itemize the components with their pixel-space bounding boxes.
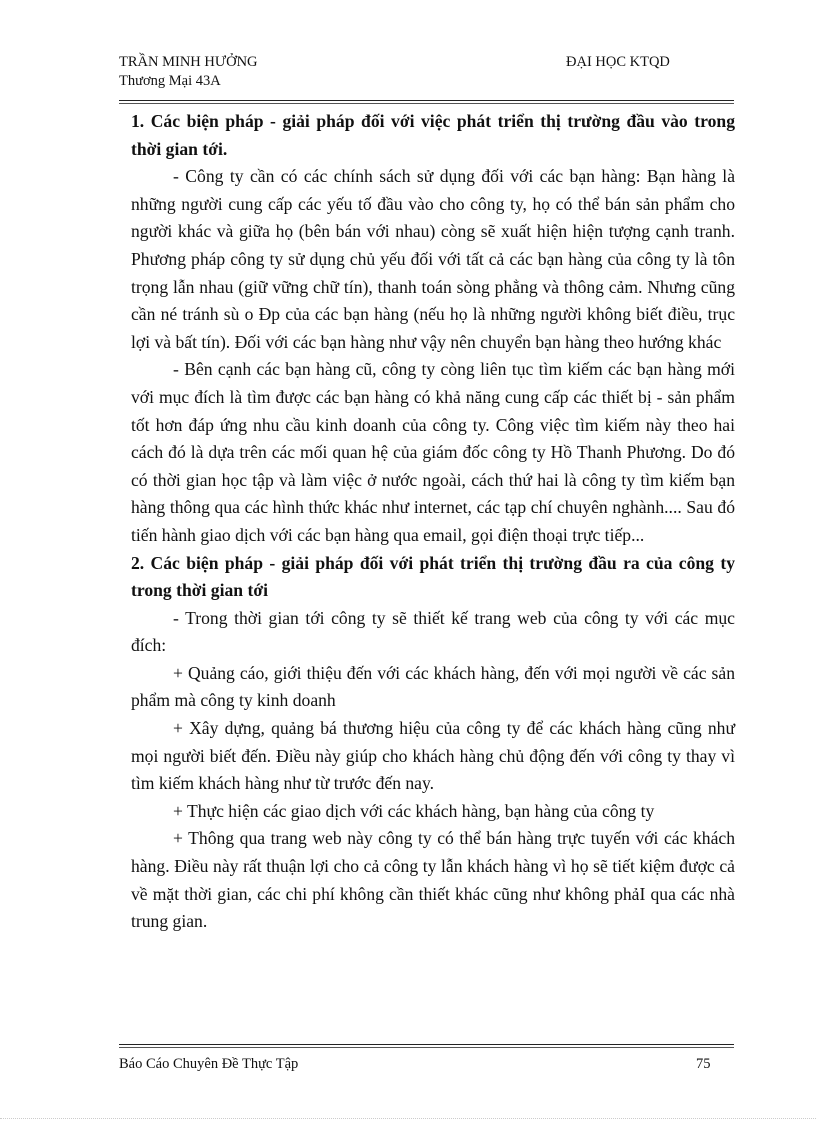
class-name: Thương Mại 43A: [119, 73, 221, 89]
header-divider-secondary: [119, 103, 734, 104]
university-name: ĐẠI HỌC KTQD: [566, 54, 670, 70]
page-header-left: [119, 53, 258, 91]
section-2-list-item: + Xây dựng, quảng bá thương hiệu của công ty để các khách hàng cũng như mọi người biết đến. Điều này giúp cho khách hàng chủ động đến với công ty thay vì tìm kiếm khách hàng như từ trước đến nay.: [131, 718, 735, 794]
page-edge: [0, 1118, 816, 1119]
section-1-paragraph-2: - Bên cạnh các bạn hàng cũ, công ty còng liên tục tìm kiếm các bạn hàng mới với mục đích là tìm được các bạn hàng có khả năng cung cấp các thiết bị - sản phẩm tốt hơn đáp ứng nhu cầu kinh doanh của công ty. Công việc tìm kiếm này theo hai cách đó là dựa trên các mối quan hệ của giám đốc công ty Hồ Thanh Phương. Do đó có thời gian học tập và làm việc ở nước ngoài, cách thứ hai là công ty tìm kiếm bạn hàng thông qua các hình thức khác như internet, các tạp chí chuyên nghành.... Sau đó tiến hành giao dịch với các bạn hàng qua email, gọi điện thoại trực tiếp...: [131, 359, 735, 545]
section-2-heading: 2. Các biện pháp - giải pháp đối với phát triển thị trường đầu ra của công ty trong thời gian tới: [131, 552, 735, 601]
page-number: 75: [696, 1056, 711, 1072]
footer-divider: [119, 1044, 734, 1045]
section-2-list-item: + Thông qua trang web này công ty có thể bán hàng trực tuyến với các khách hàng. Điều này rất thuận lợi cho cả công ty lẫn khách hàng vì họ sẽ tiết kiệm được cả về mặt thời gian, các chi phí không cần thiết khác cũng như không phảI qua các nhà trung gian.: [131, 828, 735, 932]
section-1-heading: 1. Các biện pháp - giải pháp đối với việc phát triển thị trường đầu vào trong thời gian tới.: [131, 111, 735, 159]
document-body: [131, 108, 735, 936]
section-2-paragraph-1: - Trong thời gian tới công ty sẽ thiết kế trang web của công ty với các mục đích:: [131, 607, 735, 656]
section-2-list-item: + Thực hiện các giao dịch với các khách hàng, bạn hàng của công ty: [173, 800, 655, 821]
section-2-list-item: + Quảng cáo, giới thiệu đến với các khách hàng, đến với mọi người về các sản phẩm mà công ty kinh doanh: [131, 662, 735, 711]
report-title: Báo Cáo Chuyên Đề Thực Tập: [119, 1056, 299, 1072]
footer-divider-secondary: [119, 1047, 734, 1048]
author-name: TRẦN MINH HƯỞNG: [119, 54, 258, 70]
section-1-paragraph-1: - Công ty cần có các chính sách sử dụng đối với các bạn hàng: Bạn hàng là những người cung cấp các yếu tố đầu vào cho công ty, họ có thể bán sản phẩm cho người khác và giữa họ (bên bán với nhau) còng sẽ xuất hiện hiện tượng cạnh tranh. Phương pháp công ty sử dụng chủ yếu đối với tất cả các bạn hàng của công ty là tôn trọng lẫn nhau (giữ vững chữ tín), thanh toán sòng phẳng và thông cảm. Nhưng cũng cần né tránh sù o Đp của các bạn hàng (nếu họ là những người không biết điều, trục lợi và bất tín). Đối với các bạn hàng như vậy nên chuyển bạn hàng theo hướng khác: [131, 166, 735, 352]
header-divider: [119, 100, 734, 101]
